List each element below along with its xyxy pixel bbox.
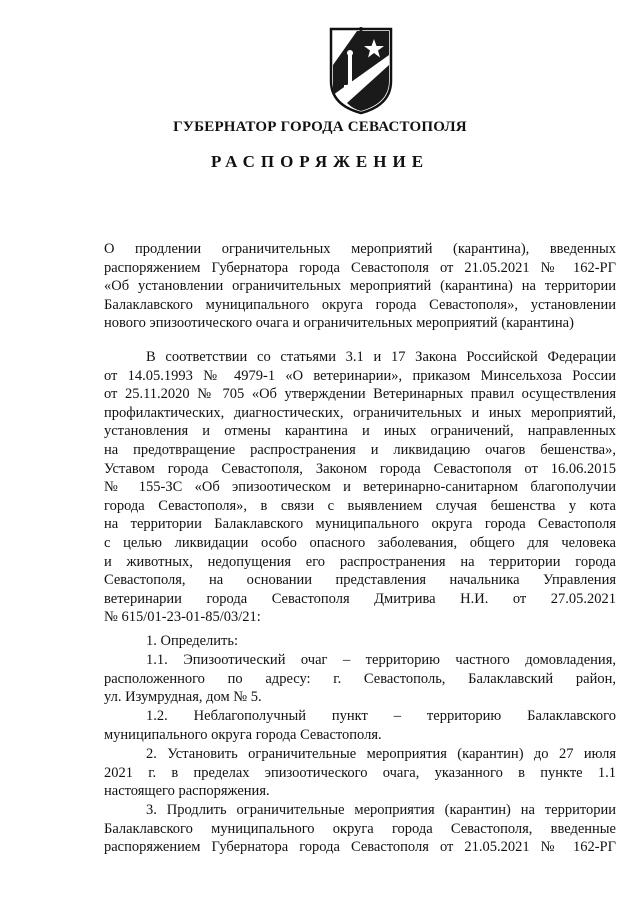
preamble-line: Севастополя, на основании представления начальника Управления [104, 572, 616, 589]
subject-line: «Об установлении ограничительных мероприятий (карантина) на территории [104, 278, 616, 295]
document-subject [104, 240, 616, 333]
preamble-line: установления и отмены карантина и иных ограничений, направленных [104, 423, 616, 440]
preamble-line: на территории Балаклавского муниципального округа города Севастополя [104, 516, 616, 533]
clause-line: ул. Изумрудная, дом № 5. [104, 689, 262, 706]
preamble-line: № 155-ЗС «Об эпизоотическом и ветеринарно-санитарном благополучии [104, 479, 616, 496]
preamble-paragraph [104, 348, 616, 627]
preamble-line: ветеринарии города Севастополя Дмитрива Н.И. от 27.05.2021 [104, 590, 616, 607]
preamble-line: от 14.05.1993 № 4979-1 «О ветеринарии», приказом Минсельхоза России [104, 367, 616, 384]
subject-line: О продлении ограничительных мероприятий (карантина), введенных [104, 241, 616, 257]
clause-1-1 [104, 651, 616, 707]
subject-line: нового эпизоотического очага и ограничительных мероприятий (карантина) [104, 315, 574, 332]
clause-line: 1.2. Неблагополучный пункт – территорию Балаклавского [146, 708, 616, 724]
clause-line: 2. Установить ограничительные мероприятия (карантин) до 27 июля [146, 746, 616, 762]
clause-line: 3. Продлить ограничительные мероприятия (карантин) на территории [146, 802, 616, 818]
preamble-line: № 615/01-23-01-85/03/21: [104, 609, 261, 626]
clause-line: 1.1. Эпизоотический очаг – территорию частного домовладения, [146, 652, 616, 668]
preamble-line: и животных, недопущения его распространения на территории города [104, 553, 616, 570]
clause-3 [104, 801, 616, 857]
issuing-authority: ГУБЕРНАТОР ГОРОДА СЕВАСТОПОЛЯ [173, 119, 467, 135]
clause-line: Балаклавского муниципального округа города Севастополя, введенные [104, 820, 616, 837]
clause-1-2 [104, 707, 616, 744]
clause-line: настоящего распоряжения. [104, 783, 270, 800]
preamble-line: В соответствии со статьями 3.1 и 17 Закона Российской Федерации [146, 349, 616, 365]
clause-2 [104, 745, 616, 801]
clause-line: 1. Определить: [146, 633, 239, 649]
preamble-line: на предотвращение распространения и ликвидацию очагов бешенства», [104, 441, 616, 458]
preamble-line: Уставом города Севастополя, Законом города Севастополя от 16.06.2015 [104, 460, 616, 477]
clause-line: расположенного по адресу: г. Севастополь, Балаклавский район, [104, 670, 616, 687]
document-type: РАСПОРЯЖЕНИЕ [210, 152, 430, 171]
subject-line: Балаклавского муниципального округа города Севастополя», установлении [104, 296, 616, 313]
preamble-line: с целью ликвидации особо опасного заболевания, общего для человека [104, 534, 616, 551]
clause-line: 2021 г. в пределах эпизоотического очага, указанного в пункте 1.1 [104, 764, 616, 781]
clause-line: распоряжением Губернатора города Севастополя от 21.05.2021 № 162-РГ [104, 839, 616, 856]
preamble-line: профилактических, диагностических, ограничительных и иных мероприятий, [104, 404, 616, 421]
coat-of-arms-icon [327, 25, 395, 115]
subject-line: распоряжением Губернатора города Севастополя от 21.05.2021 № 162-РГ [104, 259, 616, 276]
clause-line: муниципального округа города Севастополя. [104, 726, 382, 743]
preamble-line: от 25.11.2020 № 705 «Об утверждении Ветеринарных правил осуществления [104, 386, 616, 403]
clause-1 [104, 632, 616, 651]
preamble-line: города Севастополя», в связи с выявлением случая бешенства у кота [104, 497, 616, 514]
